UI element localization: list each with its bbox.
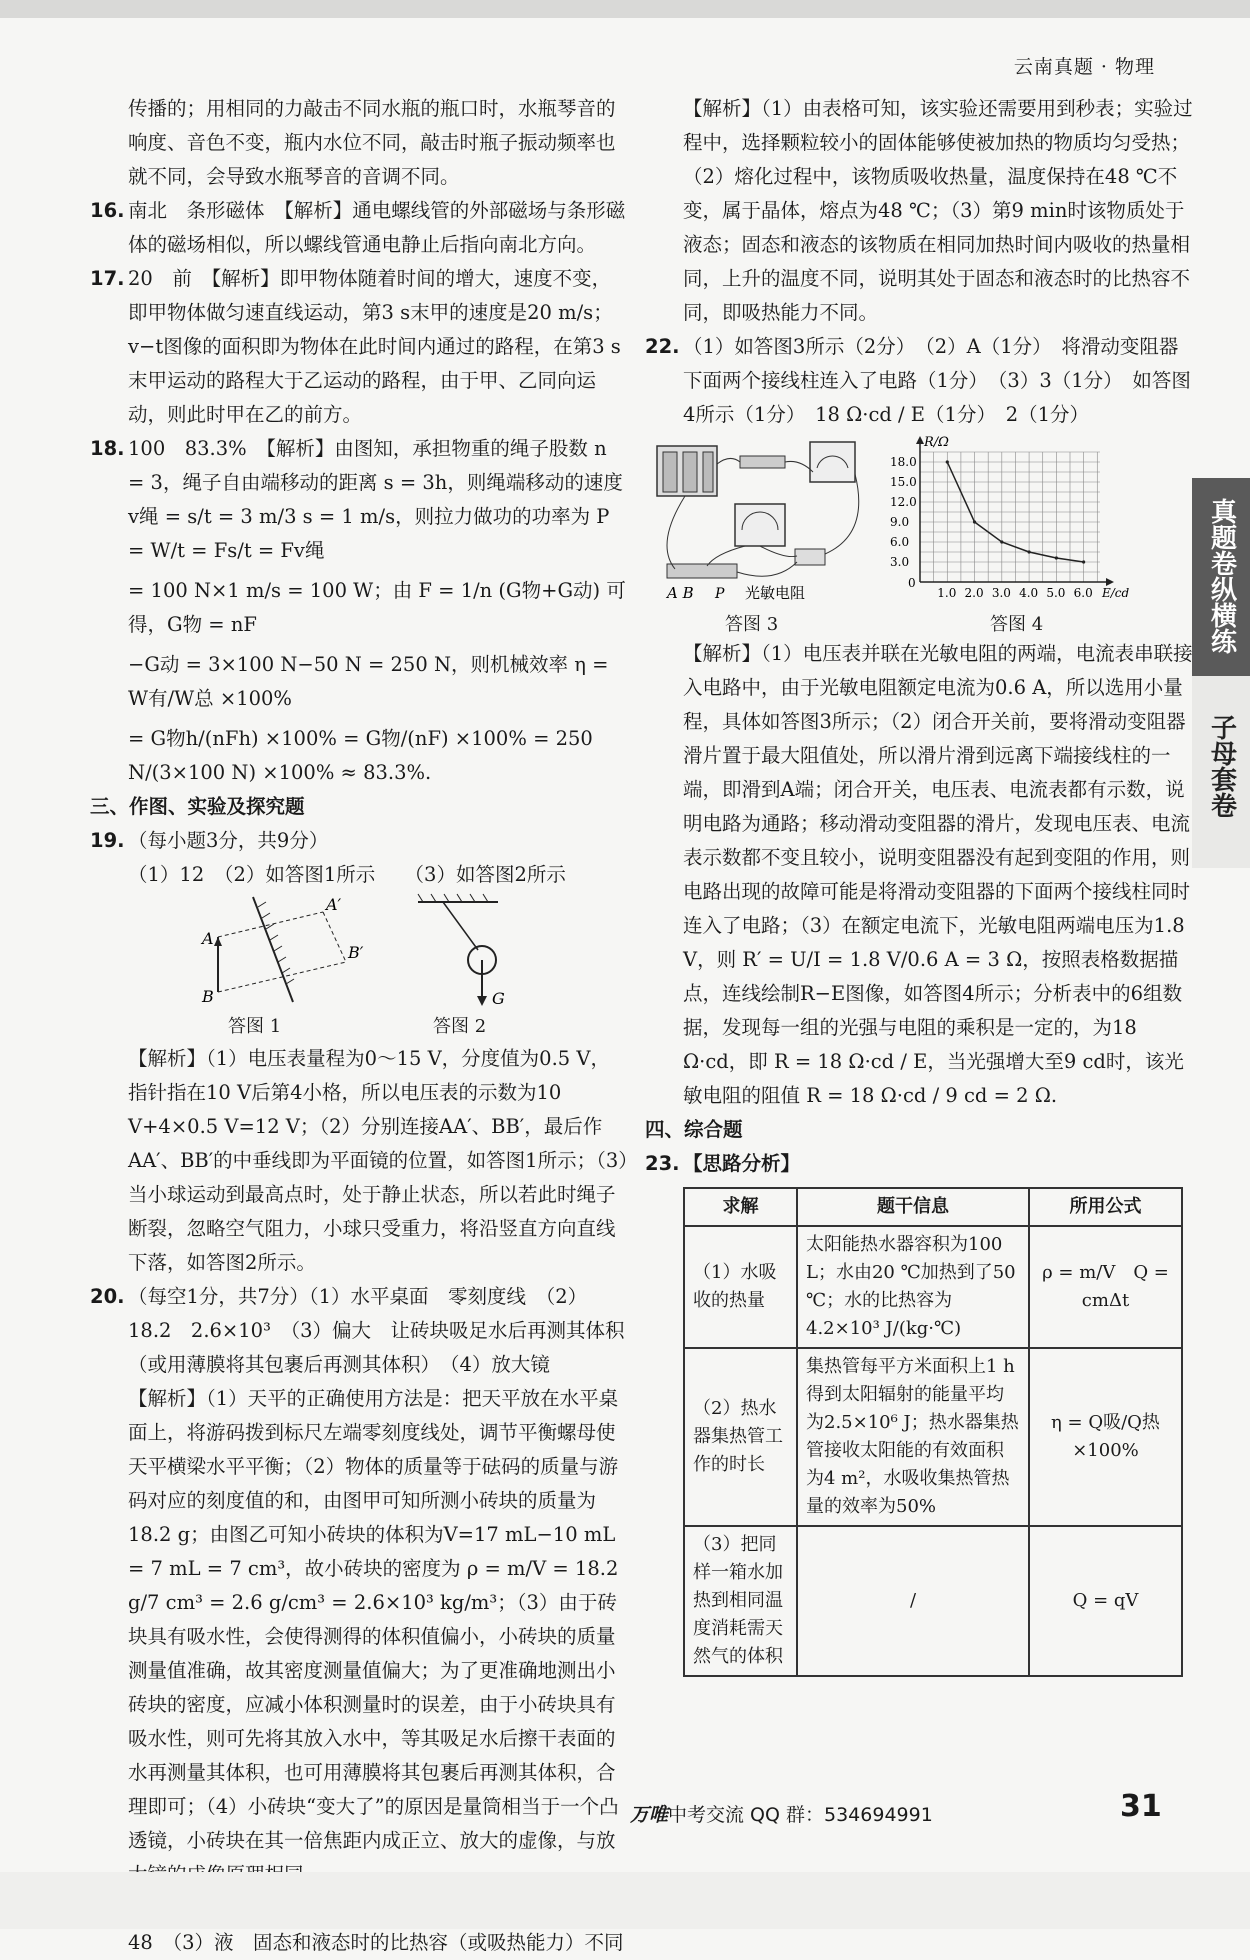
figure-1-mirror-diagram bbox=[178, 892, 378, 1012]
x-tick-label: 6.0 bbox=[1073, 586, 1093, 600]
q18-line-d: = G物h/(nFh) ×100% = G物/(nF) ×100% = 250 N/(3×100 N) ×100% ≈ 83.3%. bbox=[128, 727, 593, 784]
table-row bbox=[684, 1348, 1182, 1526]
q20-number: 20. bbox=[90, 1285, 125, 1308]
question-22 bbox=[645, 330, 1193, 432]
table-cell: η = Q吸/Q热 ×100% bbox=[1029, 1348, 1182, 1526]
x-tick-label: 5.0 bbox=[1046, 586, 1066, 600]
figures-3-4 bbox=[645, 432, 1193, 637]
bottom-strip bbox=[0, 1872, 1250, 1929]
y-tick-label: 15.0 bbox=[890, 475, 917, 489]
x-tick-label: 3.0 bbox=[991, 586, 1011, 600]
data-point bbox=[1027, 550, 1030, 553]
label-B: B bbox=[202, 987, 214, 1006]
x-tick-label: 2.0 bbox=[964, 586, 984, 600]
table-header-cell: 求解 bbox=[684, 1188, 797, 1226]
question-20 bbox=[90, 1280, 628, 1382]
y-axis-label: R/Ω bbox=[924, 435, 949, 450]
data-point bbox=[1055, 556, 1058, 559]
figure-2-ball-diagram bbox=[398, 892, 538, 1012]
data-point bbox=[973, 520, 976, 523]
figure-1-caption: 答图 1 bbox=[228, 1016, 282, 1037]
y-tick-label: 18.0 bbox=[890, 455, 917, 469]
x-tick-label: 4.0 bbox=[1019, 586, 1039, 600]
label-G: G bbox=[492, 989, 505, 1008]
q17-number: 17. bbox=[90, 267, 125, 290]
q20-analysis: 【解析】（1）天平的正确使用方法是：把天平放在水平桌面上，将游码拨到标尺左端零刻度线处，调节平衡螺母使天平横梁水平平衡；（2）物体的质量等于砝码的质量与游码对应的刻度值的和，由图甲可知所测小砖块的质量为18.2 g；由图乙可知小砖块的体积为V=17 mL−10 mL = 7 mL = 7 cm³，故小砖块的密度为 ρ = m/V = 18.2 g/7 cm³ = 2.6 g/cm³ = 2.6×10³ kg/m³；（3）由于砖块具有吸水性，会使得测得的体积值偏小，小砖块的质量测量值准确，故其密度测量值偏大；为了更准确地测出小砖块的密度，应减小体积测量时的误差，由于小砖块具有吸水性，则可先将其放入水中，等其吸足水后擦干表面的水再测量其体积，也可用薄膜将其包裹后再测其体积，合理即可；（4）小砖块“变大了”的原因是量筒相当于一个凸透镜，小砖块在其一倍焦距内成正立、放大的虚像，与放 bbox=[128, 1387, 619, 1852]
q19-answers: （1）12 （2）如答图1所示 （3）如答图2所示 bbox=[128, 863, 566, 886]
x-tick-label: 1.0 bbox=[937, 586, 957, 600]
y-tick-label: 12.0 bbox=[890, 495, 917, 509]
question-18 bbox=[90, 432, 628, 568]
section-4-heading: 四、综合题 bbox=[645, 1118, 743, 1141]
data-point bbox=[1082, 560, 1085, 563]
table-row bbox=[684, 1526, 1182, 1676]
q19-head: （每小题3分，共9分） bbox=[128, 829, 329, 852]
q16-number: 16. bbox=[90, 199, 125, 222]
q23-number: 23. bbox=[645, 1152, 680, 1175]
continuation-paragraph: 传播的；用相同的力敲击不同水瓶的瓶口时，水瓶琴音的响度、音色不变，瓶内水位不同，敲击时瓶子振动频率也就不同，会导致水瓶琴音的音调不同。 bbox=[128, 97, 616, 188]
figures-1-2 bbox=[128, 892, 628, 1042]
table-cell: 集热管每平方米面积上1 h得到太阳辐射的能量平均为2.5×10⁶ J；热水器集热管接收太阳能的有效面积为4 m²，水吸收集热管热量的效率为50% bbox=[797, 1348, 1029, 1526]
q21-answers: 48 （3）液 固态和液态时的比热容（或吸热能力）不同 bbox=[128, 1931, 624, 1954]
q23-head: 【思路分析】 bbox=[683, 1152, 801, 1175]
table-header-cell: 题干信息 bbox=[797, 1188, 1029, 1226]
question-17 bbox=[90, 262, 628, 432]
data-point bbox=[946, 460, 949, 463]
page-header: 云南真题 · 物理 bbox=[1013, 56, 1155, 78]
table-cell: / bbox=[797, 1526, 1029, 1676]
fig3-label-p: P bbox=[715, 586, 725, 602]
y-tick-label: 3.0 bbox=[890, 555, 910, 569]
y-tick-label: 9.0 bbox=[890, 515, 910, 529]
section-3-heading: 三、作图、实验及探究题 bbox=[90, 795, 305, 818]
footer-qq bbox=[630, 1800, 933, 1827]
side-tab-bottom bbox=[1192, 676, 1250, 868]
y-tick-label: 6.0 bbox=[890, 535, 910, 549]
label-B-prime: B′ bbox=[348, 943, 364, 962]
table-header-cell: 所用公式 bbox=[1029, 1188, 1182, 1226]
y-axis-arrow bbox=[916, 436, 924, 444]
side-tab-bottom-label: 子母套卷 bbox=[1206, 714, 1237, 818]
side-tab bbox=[1192, 478, 1250, 858]
side-tab-top: 真题卷纵横练 bbox=[1206, 498, 1237, 654]
left-column bbox=[90, 92, 628, 1960]
label-A-prime: A′ bbox=[326, 895, 342, 914]
footer-brand: 万唯 bbox=[630, 1804, 669, 1826]
q18-line-c: −G动 = 3×100 N−50 N = 250 N，则机械效率 η = W有/W总 ×100% bbox=[128, 653, 609, 710]
fig3-label-ab: A B bbox=[667, 584, 694, 602]
right-column bbox=[645, 92, 1193, 1677]
table-cell: 太阳能热水器容积为100 L；水由20 ℃加热到了50 ℃；水的比热容为4.2×10³ J/(kg·℃) bbox=[797, 1226, 1029, 1348]
fig3-label-photoresistor: 光敏电阻 bbox=[745, 584, 806, 602]
figure-2-caption: 答图 2 bbox=[433, 1016, 487, 1037]
q18-line-b: = 100 N×1 m/s = 100 W；由 F = 1/n (G物+G动) 可得，G物 = nF bbox=[128, 579, 626, 636]
q22-answers: （1）如答图3所示（2分） （2）A（1分） 将滑动变阻器下面两个接线柱连入了电路（1分） （3）3（1分） 如答图4所示（1分） 18 Ω·cd / E（1分） 2（1分） bbox=[683, 335, 1191, 426]
origin-label: 0 bbox=[908, 576, 916, 590]
label-A: A bbox=[202, 929, 214, 948]
table-cell: （1）水吸收的热量 bbox=[684, 1226, 797, 1348]
table-cell: （2）热水器集热管工作的时长 bbox=[684, 1348, 797, 1526]
q18-number: 18. bbox=[90, 437, 125, 460]
q22-analysis: 【解析】（1）电压表并联在光敏电阻的两端，电流表串联接入电路中，由于光敏电阻额定电流为0.6 A，所以选用小量程，具体如答图3所示；（2）闭合开关前，要将滑动变阻器滑片置于最大阻值处，所以滑片滑到远离下端接线柱的一端，即滑到A端；闭合开关，电压表、电流表都有示数，说明电路为通路；移动滑动变阻器的滑片，发现电压表、电流表示数都不变且较小，说明变阻器没有起到变阻的作用，则电路出现的故障可能是将滑动变阻器的下面两个接线柱同时连入了电路；（3）在额定电流下，光敏电阻两端电压为1.8 V，则 R′ = U/I = 1.8 V/0.6 A = 3 Ω，按照表格数据描点，连线绘制R−E图像，如答图4所示；分析表中的6组数据，发现每一组的光强与电阻的乘积是一定的，为18 Ω·cd，即 R = 18 Ω·cd / E，当光强增大至9 cd时，该光敏电阻的阻值 R = 18 Ω·cd / 9 cd = 2 Ω. bbox=[683, 642, 1193, 1107]
q19-analysis: 【解析】（1）电压表量程为0～15 V，分度值为0.5 V，指针指在10 V后第4小格，所以电压表的示数为10 V+4×0.5 V=12 V；（2）分别连接AA′、BB′，最后作AA′、BB′的中垂线即为平面镜的位置，如答图1所示；（3）当小球运动到最高点时，处于静止状态，所以若此时绳子断裂，忽略空气阻力，小球只受重力，将沿竖直方向直线下落，如答图2所示。 bbox=[128, 1047, 628, 1274]
figure-4-chart bbox=[880, 432, 1145, 607]
q20-answers: （每空1分，共7分）（1）水平桌面 零刻度线 （2）18.2 2.6×10³ （3）偏大 让砖块吸足水后再测其体积（或用薄膜将其包裹后再测其体积） （4）放大镜 bbox=[128, 1285, 625, 1376]
q16-text: 南北 条形磁体 【解析】通电螺线管的外部磁场与条形磁体的磁场相似，所以螺线管通电静止后指向南北方向。 bbox=[128, 199, 626, 256]
q17-text: 20 前 【解析】即甲物体随着时间的增大，速度不变，即甲物体做匀速直线运动，第3 s末甲的速度是20 m/s；v−t图像的面积即为物体在此时间内通过的路程，在第3 s末甲运动的路程大于乙运动的路程，由于甲、乙同向运动，则此时甲在乙的前方。 bbox=[128, 267, 621, 426]
x-axis-arrow bbox=[1106, 578, 1114, 586]
x-axis-label: E/cd bbox=[1102, 586, 1130, 600]
data-point bbox=[1000, 540, 1003, 543]
figure-3-circuit bbox=[645, 434, 870, 604]
q18-text-a: 100 83.3% 【解析】由图知，承担物重的绳子股数 n = 3，绳子自由端移动的距离 s = 3h，则绳端移动的速度 v绳 = s/t = 3 m/3 s = 1 m/s，则拉力做功的功率为 P = W/t = Fs/t = Fv绳 bbox=[128, 437, 623, 562]
q21-analysis: 【解析】（1）由表格可知，该实验还需要用到秒表；实验过程中，选择颗粒较小的固体能够使被加热的物质均匀受热；（2）熔化过程中，该物质吸收热量，温度保持在48 ℃不变，属于晶体，熔点为48 ℃；（3）第9 min时该物质处于液态；固态和液态的该物质在相同加热时间内吸收的热量相同，上升的温度不同，说明其处于固态和液态时的比热容不同，即吸热能力不同。 bbox=[683, 97, 1193, 324]
q19-number: 19. bbox=[90, 829, 125, 852]
table-cell: （3）把同样一箱水加热到相同温度消耗需天然气的体积 bbox=[684, 1526, 797, 1676]
q22-number: 22. bbox=[645, 335, 680, 358]
table-header-row bbox=[684, 1188, 1182, 1226]
table-row bbox=[684, 1226, 1182, 1348]
top-border bbox=[0, 0, 1250, 18]
question-23 bbox=[645, 1147, 1193, 1181]
table-cell: Q = qV bbox=[1029, 1526, 1182, 1676]
table-cell: ρ = m/V Q = cmΔt bbox=[1029, 1226, 1182, 1348]
footer-qq-text: 中考交流 QQ 群：534694991 bbox=[668, 1804, 933, 1826]
analysis-table bbox=[683, 1187, 1183, 1677]
question-19 bbox=[90, 824, 628, 858]
page-number: 31 bbox=[1120, 1789, 1162, 1824]
question-16 bbox=[90, 194, 628, 262]
figure-4-caption: 答图 4 bbox=[990, 614, 1044, 635]
figure-3-caption: 答图 3 bbox=[725, 614, 779, 635]
